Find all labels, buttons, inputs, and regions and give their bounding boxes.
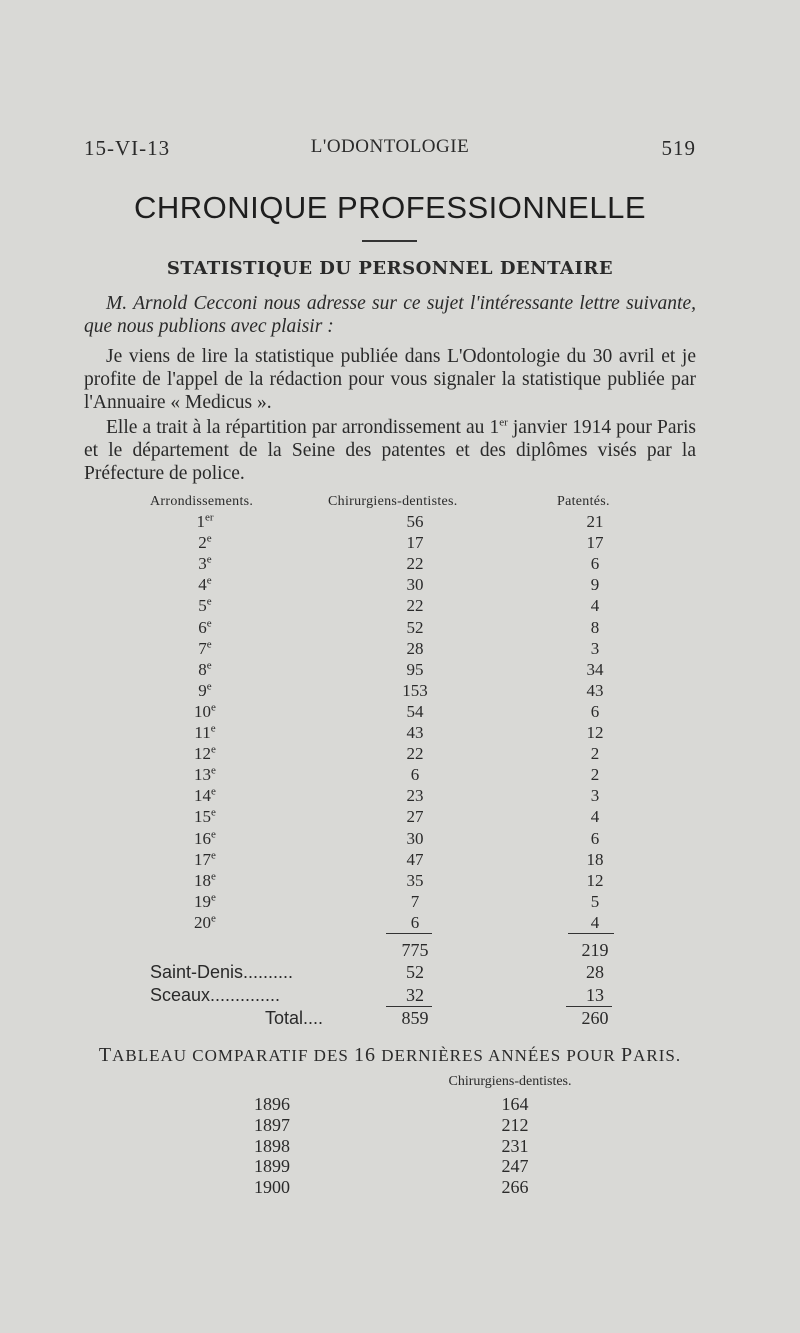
issue-date: 15-VI-13 [84, 136, 171, 160]
table-row [0, 744, 800, 767]
intro-paragraph [84, 292, 696, 338]
chirurgiens-cell: 30 [406, 575, 424, 595]
chirurgiens-cell: 30 [406, 828, 424, 848]
running-head [84, 136, 696, 166]
patentes-cell: 8 [590, 617, 600, 637]
chirurgiens-cell: 56 [406, 512, 424, 531]
arrondissement-cell: 19e [194, 891, 216, 911]
saint-denis-patentes: 28 [586, 962, 604, 982]
paragraph-2 [84, 416, 696, 485]
arrondissement-cell: 8e [198, 659, 212, 679]
chirurgiens-cell: 23 [406, 786, 424, 806]
saint-denis-label: Saint-Denis.......... [150, 962, 294, 982]
arrondissement-cell: 13e [194, 764, 216, 785]
arrondissement-cell: 10e [194, 701, 216, 721]
sceaux-patentes: 13 [586, 985, 604, 1005]
patentes-cell: 6 [590, 828, 600, 848]
arrondissement-cell: 4e [198, 574, 212, 595]
arrondissement-cell: 2e [198, 532, 212, 553]
patentes-cell: 43 [586, 680, 604, 700]
chirurgiens-cell: 7 [410, 891, 420, 911]
arrondissement-cell: 18e [194, 870, 216, 890]
year-cell: 1899 [254, 1156, 290, 1177]
comparative-col-header: Chirurgiens-dentistes. [448, 1074, 572, 1089]
title-rule [362, 240, 417, 242]
arrondissement-cell: 11e [194, 722, 216, 742]
table-row [0, 765, 800, 788]
sceaux-chirurgiens: 32 [406, 985, 424, 1005]
total-label: Total.... [265, 1008, 324, 1028]
chirurgiens-cell: 6 [410, 912, 420, 932]
patentes-cell: 12 [586, 723, 604, 742]
patentes-cell: 21 [586, 512, 604, 531]
chirurgiens-cell: 153 [402, 680, 428, 700]
patentes-cell: 17 [586, 533, 604, 553]
chirurgiens-cell: 17 [406, 533, 424, 553]
table-row [0, 618, 800, 641]
subtotal-rule-1 [386, 933, 432, 934]
arrondissement-cell: 17e [194, 848, 216, 869]
chronicle-title: CHRONIQUE PROFESSIONNELLE [133, 190, 647, 225]
year-cell: 1898 [254, 1135, 290, 1156]
arrondissement-cell: 3e [198, 553, 212, 574]
comparative-table-title: TABLEAU COMPARATIF DES 16 DERNIÈRES ANNÉES POUR PARIS. [98, 1044, 682, 1066]
saint-denis-chirurgiens: 52 [406, 962, 424, 982]
chirurgiens-cell: 95 [406, 659, 424, 679]
count-cell: 164 [501, 1094, 529, 1114]
arrondissement-cell: 6e [198, 616, 212, 637]
col-header-chirurgiens: Chirurgiens-dentistes. [328, 494, 458, 509]
patentes-cell: 18 [586, 849, 604, 869]
chirurgiens-cell: 43 [406, 723, 424, 742]
table-row [0, 512, 800, 535]
patentes-cell: 4 [590, 807, 600, 827]
intro-text: M. Arnold Cecconi nous adresse sur ce sujet l'intéressante lettre suivante, que nous publions avec plaisir : [84, 293, 696, 337]
col-header-patentes: Patentés. [557, 494, 610, 509]
arrondissement-cell: 9e [198, 680, 212, 700]
patentes-cell: 3 [590, 786, 600, 806]
section-title: STATISTIQUE DU PERSONNEL DENTAIRE [166, 258, 614, 279]
subtotal-rule-2 [568, 933, 614, 934]
table-row [0, 786, 800, 809]
total-rule-1 [386, 1006, 432, 1007]
year-cell: 1896 [254, 1094, 290, 1114]
chirurgiens-cell: 28 [406, 638, 424, 658]
paragraph-2-text: Elle a trait à la répartition par arrondissement au 1er janvier 1914 pour Paris et le département de la Seine des patentes et des diplômes visés par la Préfecture de police. [84, 416, 696, 484]
arrondissement-cell: 16e [194, 827, 216, 848]
total-chirurgiens: 859 [401, 1008, 429, 1028]
table-row [0, 533, 800, 556]
year-cell: 1897 [254, 1114, 290, 1135]
chirurgiens-cell: 27 [406, 807, 424, 827]
chirurgiens-cell: 35 [406, 870, 424, 890]
arrondissement-cell: 14e [194, 785, 216, 806]
chirurgiens-cell: 6 [410, 765, 420, 785]
paragraph-1-text: Je viens de lire la statistique publiée dans L'Odontologie du 30 avril et je profite de l'appel de la rédaction pour vous signaler la statistique publiée par l'Annuaire « Medicus ». [84, 346, 696, 413]
count-cell: 212 [501, 1114, 529, 1135]
arrondissement-cell: 12e [194, 743, 216, 764]
patentes-cell: 2 [590, 744, 600, 764]
journal-name: L'ODONTOLOGIE [310, 136, 470, 157]
patentes-cell: 5 [590, 891, 600, 911]
patentes-cell: 2 [590, 765, 600, 785]
subtotal-chirurgiens: 775 [401, 940, 429, 960]
arrondissement-cell: 20e [194, 912, 216, 932]
table-row [0, 723, 800, 746]
page-number: 519 [661, 136, 696, 160]
table-row [0, 575, 800, 598]
arrondissement-cell: 7e [198, 637, 212, 658]
col-header-arrondissements: Arrondissements. [150, 494, 254, 509]
year-cell: 1900 [254, 1177, 290, 1198]
patentes-cell: 4 [590, 596, 600, 616]
arrondissement-cell: 15e [194, 806, 216, 827]
table-row [0, 850, 800, 873]
patentes-cell: 6 [590, 701, 600, 721]
total-rule-2 [566, 1006, 612, 1007]
patentes-cell: 9 [590, 575, 600, 595]
count-cell: 247 [501, 1156, 529, 1177]
patentes-cell: 3 [590, 638, 600, 658]
table-row [0, 702, 800, 725]
chirurgiens-cell: 22 [406, 744, 424, 764]
patentes-cell: 34 [586, 659, 604, 679]
arrondissement-cell: 1er [196, 511, 214, 531]
table-row [0, 871, 800, 894]
table-row [0, 807, 800, 830]
chirurgiens-cell: 54 [406, 701, 424, 721]
patentes-cell: 6 [590, 554, 600, 574]
chirurgiens-cell: 52 [406, 617, 424, 637]
table-row [0, 681, 800, 704]
table-row [0, 596, 800, 619]
patentes-cell: 4 [590, 912, 600, 932]
arrondissement-cell: 5e [198, 595, 212, 616]
patentes-cell: 12 [586, 870, 604, 890]
paragraph-1 [84, 345, 696, 414]
total-patentes: 260 [581, 1008, 609, 1028]
table-row [0, 829, 800, 852]
chirurgiens-cell: 47 [406, 849, 424, 869]
chirurgiens-cell: 22 [406, 554, 424, 574]
table-row [0, 554, 800, 577]
sceaux-label: Sceaux.............. [150, 985, 281, 1005]
table-row [0, 639, 800, 662]
count-cell: 231 [501, 1135, 529, 1156]
table-row [0, 660, 800, 683]
subtotal-patentes: 219 [581, 940, 609, 960]
chirurgiens-cell: 22 [406, 596, 424, 616]
table-row [0, 892, 800, 915]
count-cell: 266 [501, 1177, 529, 1198]
